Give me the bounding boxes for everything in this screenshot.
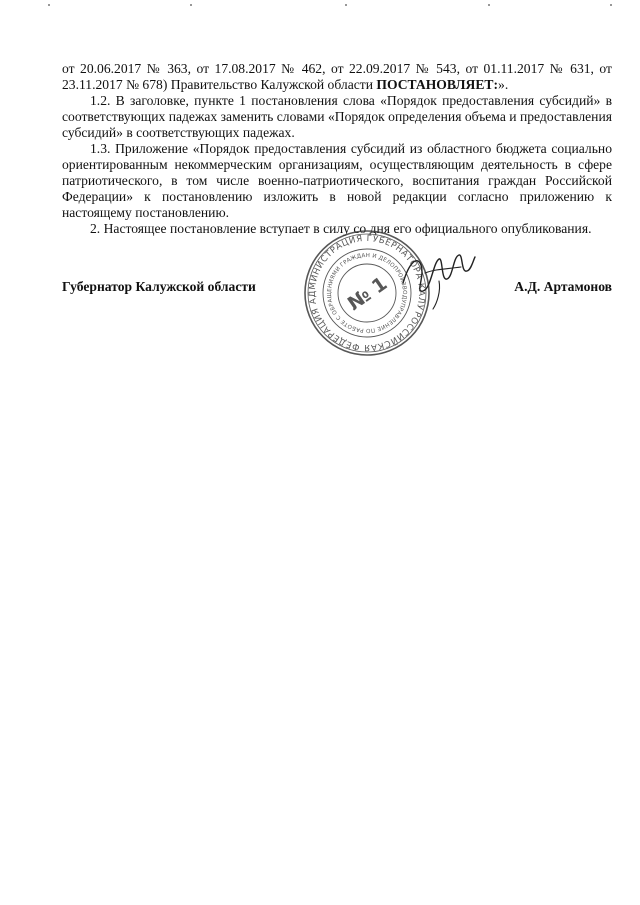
handwritten-signature (395, 243, 480, 313)
paragraph-2: 1.2. В заголовке, пункте 1 постановления слова «Порядок предоставления субсидий» в соответствующих падежах заменить словами «Порядок определения объема и предоставления субсидий» в соответствующих падежах. (62, 93, 612, 140)
stamp-inner-text: УПРАВЛЕНИЕ ПО РАБОТЕ С ОБРАЩЕНИЯМИ ГРАЖДАН И ДЕЛОПРОИЗВОДСТВУ (326, 252, 408, 334)
stamp-outer-text: РОССИЙСКАЯ ФЕДЕРАЦИЯ АДМИНИСТРАЦИЯ ГУБЕРНАТОРА КАЛУЖСКОЙ (307, 233, 427, 353)
paragraph-1-tail: ». (498, 77, 509, 92)
signatory-position: Губернатор Калужской области (62, 279, 256, 294)
stamp-number: № 1 (343, 272, 392, 316)
document-body (62, 61, 612, 237)
scan-artifacts (0, 0, 640, 12)
paragraph-1-emphasis: ПОСТАНОВЛЯЕТ: (376, 77, 499, 92)
paragraph-3: 1.3. Приложение «Порядок предоставления субсидий из областного бюджета социально ориентированным некоммерческим организациям, осуществляющим деятельность в сфере патриотического, в том числе военно-патриотического, воспитания граждан Российской Федерации» к постановлению изложить в новой редакции согласно приложению к настоящему постановлению. (62, 141, 612, 220)
paragraph-1 (62, 61, 612, 93)
signatory-name: А.Д. Артамонов (514, 279, 612, 294)
paragraph-1-text: от 20.06.2017 № 363, от 17.08.2017 № 462, от 22.09.2017 № 543, от 01.11.2017 № 631, от 23.11.2017 № 678) Правительство Калужской области (62, 61, 612, 92)
paragraph-4: 2. Настоящее постановление вступает в силу со дня его официального опубликования. (90, 221, 592, 236)
